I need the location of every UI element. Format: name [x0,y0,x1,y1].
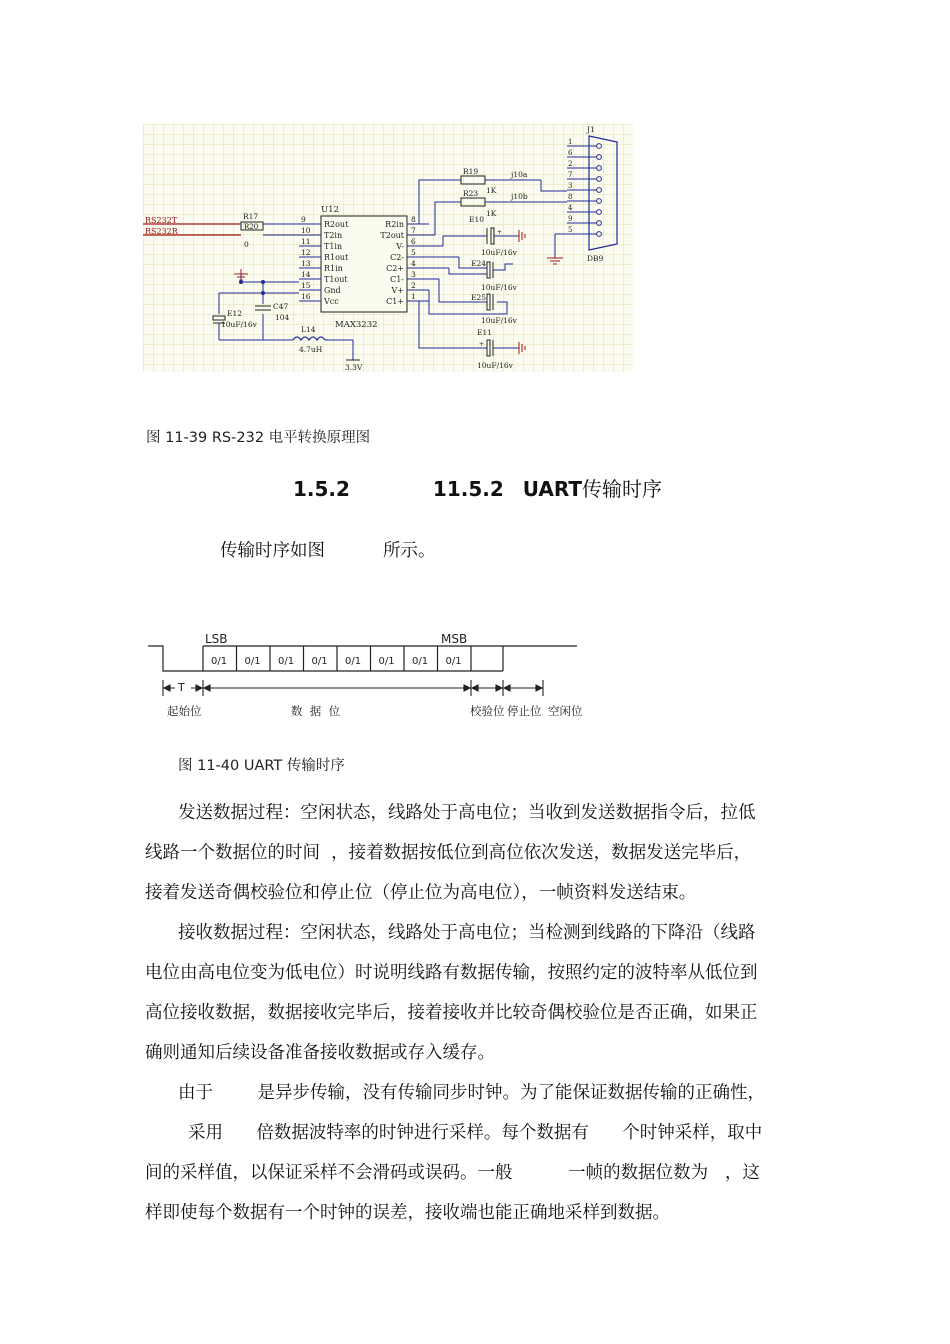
chip-pin-number: 8 [411,215,416,224]
t-label: T [178,681,185,694]
paragraph-line: 发送数据过程：空闲状态，线路处于高电位；当收到发送数据指令后，拉低 [178,803,756,823]
rs232r-label: RS232R [145,227,178,236]
bit-value: 0/1 [311,656,328,667]
net-j10b: j10b [511,192,528,201]
bit-value: 0/1 [412,656,429,667]
bit-value: 0/1 [445,656,462,667]
db9-pin-number: 9 [568,215,573,223]
data-bit-cells [211,646,462,671]
l14-value: 4.7uH [299,345,323,354]
chip-pin-number: 10 [301,226,311,235]
chip-pin-name: C2+ [386,264,404,273]
bit-value: 0/1 [211,656,228,667]
heading-title: 传输时序 [582,477,662,501]
paragraph-line: 线路一个数据位的时间 ，接着数据按低位到高位依次发送，数据发送完毕后， [145,843,752,863]
figure-11-40-caption: 图 11-40 UART 传输时序 [178,758,345,774]
parity-bit-label: 校验位 [470,704,505,718]
chip-pin-name: C1- [390,275,404,284]
db9-pin-number: 4 [568,204,573,212]
chip-pin-name: T2in [324,231,343,240]
data-bits-label: 数 据 位 [291,704,341,718]
chip-pin-name: C1+ [386,297,404,306]
r19-value: 1K [486,186,497,195]
chip-pin-number: 4 [411,259,416,268]
l14-label: L14 [301,325,316,334]
e10-value: 10uF/16v [481,248,517,257]
intro-line [220,537,436,562]
net-j10a: j10a [511,170,528,179]
chip-pin-number: 3 [411,270,416,279]
paragraph-line: 接着发送奇偶校验位和停止位（停止位为高电位），一帧资料发送结束。 [145,883,697,903]
rs232t-label: RS232T [145,216,178,225]
intro-part2: 所示。 [383,541,436,561]
j1-label: J1 [587,125,595,134]
heading-uart: UART [522,477,582,501]
e12-value: 10uF/16v [221,320,257,329]
paragraph-line: 电位由高电位变为低电位）时说明线路有数据传输，按照约定的波特率从低位到 [145,963,758,983]
chip-pin-number: 15 [301,281,311,290]
paragraph-line: 接收数据过程：空闲状态，线路处于高电位；当检测到线路的下降沿（线路 [178,923,756,943]
chip-pin-name: C2- [390,253,404,262]
chip-pin-name: V+ [391,286,404,295]
chip-pin-name: R2out [324,220,349,229]
e11-value: 10uF/16v [477,361,513,370]
chip-pin-name: T2out [380,231,404,240]
chip-pin-number: 2 [411,281,416,290]
rs232-schematic-figure [143,124,633,372]
u12-label: U12 [321,205,339,215]
db9-pin-number: 7 [568,171,573,179]
db9-pin-number: 3 [568,182,573,190]
r19-label: R19 [463,167,479,176]
e25-value: 10uF/16v [481,316,517,325]
chip-pin-number: 1 [411,292,416,301]
chip-pin-number: 5 [411,248,416,257]
paragraph-line: 采用 倍数据波特率的时钟进行采样。每个数据有 个时钟采样，取中 [188,1123,763,1143]
c47-value: 104 [275,313,290,322]
r20-value: 0 [244,240,249,249]
chip-pin-number: 11 [301,237,311,246]
r23-value: 1K [486,209,497,218]
chip-pin-number: 14 [301,270,311,279]
c47-label: C47 [273,302,289,311]
chip-pin-name: Gnd [324,286,341,295]
svg-text:+: + [479,341,485,348]
paragraph-line: 由于 是异步传输，没有传输同步时钟。为了能保证数据传输的正确性， [178,1083,765,1103]
heading-number-2: 11.5.2 [432,477,504,501]
e25-label: E25 [471,293,487,302]
r17-label: R17 [243,212,259,221]
start-bit-label: 起始位 [167,704,202,718]
msb-label: MSB [441,632,468,646]
chip-pin-number: 7 [411,226,416,235]
db9-pin-number: 5 [568,226,573,234]
paragraph-line: 间的采样值，以保证采样不会滑码或误码。一般 一帧的数据位数为 ，这 [145,1163,760,1183]
stop-bit-label: 停止位 [507,704,542,718]
db9-pin-number: 8 [568,193,573,201]
chip-pin-name: R1in [324,264,343,273]
chip-pin-number: 9 [301,215,306,224]
chip-pin-name: R1out [324,253,349,262]
bit-value: 0/1 [278,656,295,667]
db9-pin-number: 2 [568,160,573,168]
uart-timing-diagram [145,628,585,723]
bit-value: 0/1 [345,656,362,667]
e11-label: E11 [477,328,493,337]
db9-label: DB9 [587,254,604,263]
r23-label: R23 [463,189,479,198]
chip-pin-number: 12 [301,248,311,257]
db9-pin-number: 1 [568,138,573,146]
signal-line [148,646,203,671]
chip-pin-number: 6 [411,237,416,246]
chip-pin-name: T1out [324,275,348,284]
paragraph-line: 确则通知后续设备准备接收数据或存入缓存。 [145,1043,495,1063]
section-heading [293,473,662,502]
supply-label: 3.3V [345,363,363,372]
chip-pin-name: R2in [385,220,404,229]
e12-label: E12 [227,309,243,318]
figure-11-39-caption: 图 11-39 RS-232 电平转换原理图 [146,430,371,446]
chip-pin-name: V- [396,242,404,251]
r20-label: R20 [244,223,259,231]
e24-label: E24 [471,259,487,268]
svg-text:+: + [497,229,503,236]
e24-value: 10uF/16v [481,283,517,292]
heading-number-1: 1.5.2 [293,477,350,501]
intro-part1: 传输时序如图 [220,541,325,561]
idle-bit-label: 空闲位 [548,704,583,718]
chip-pin-number: 16 [301,292,311,301]
chip-pin-name: T1in [324,242,343,251]
db9-pin-number: 6 [568,149,573,157]
chip-label: MAX3232 [335,320,378,330]
bit-value: 0/1 [244,656,261,667]
paragraph-line: 样即使每个数据有一个时钟的误差，接收端也能正确地采样到数据。 [145,1203,670,1223]
lsb-label: LSB [205,632,228,646]
bit-value: 0/1 [378,656,395,667]
chip-pin-number: 13 [301,259,311,268]
e10-label: E10 [469,215,485,224]
chip-pin-name: Vcc [324,297,339,306]
paragraph-line: 高位接收数据，数据接收完毕后，接着接收并比较奇偶校验位是否正确，如果正 [145,1003,758,1023]
